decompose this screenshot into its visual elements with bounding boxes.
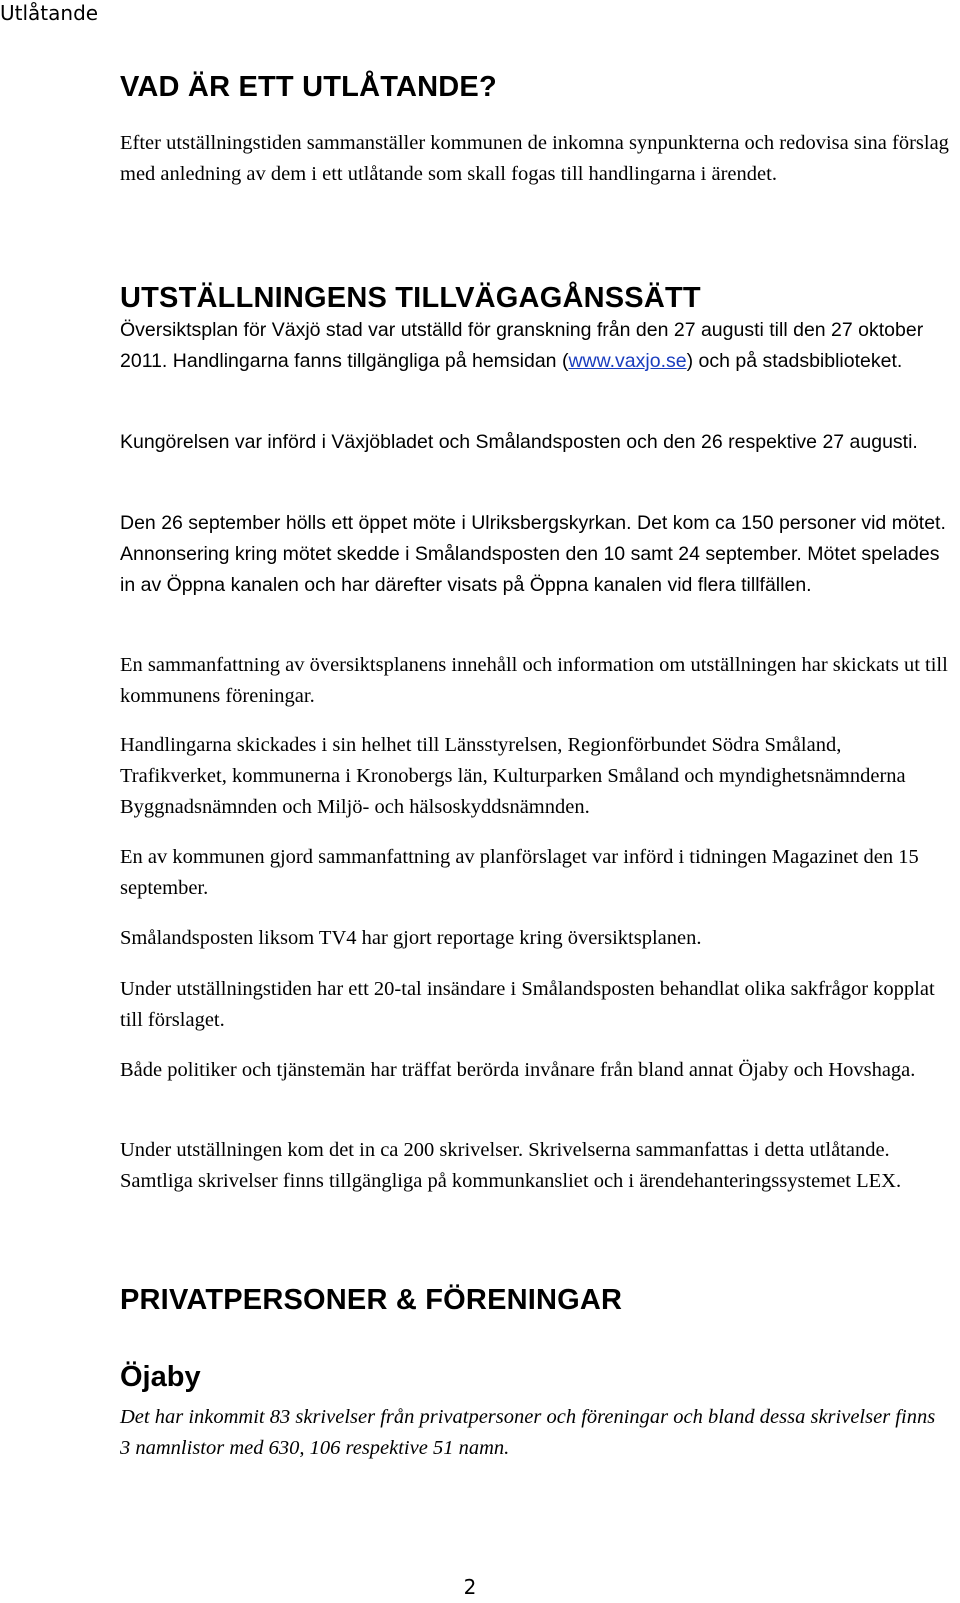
paragraph-reportage: Smålandsposten liksom TV4 har gjort reportage kring översiktsplanen. — [120, 927, 702, 949]
paragraph-ojaby: Det har inkommit 83 skrivelser från privatpersoner och föreningar och bland dessa skrivelser finns 3 namnlistor med 630, 106 respektive 51 namn. — [120, 1406, 936, 1459]
paragraph-what-is: Efter utställningstiden sammanställer kommunen de inkomna synpunkterna och redovisa sina förslag med anledning av dem i ett utlåtande som skall fogas till handlingarna i ärendet. — [120, 132, 949, 185]
vaxjo-website-link[interactable]: www.vaxjo.se — [568, 350, 687, 372]
heading-private: PRIVATPERSONER & FÖRENINGAR — [120, 1284, 623, 1316]
intro-text-before-link: Översiktsplan för Växjö stad var utställd för granskning från den 27 augusti till den 27 oktober 2011. Handlingarna fanns tillgängliga på hemsidan ( — [120, 319, 924, 372]
page-number: 2 — [463, 1575, 477, 1599]
intro-text-after-link: ) och på stadsbiblioteket. — [686, 350, 903, 372]
paragraph-public-meeting: Den 26 september hölls ett öppet möte i Ulriksbergskyrkan. Det kom ca 150 personer vid mötet. Annonsering kring mötet skedde i Smålandsposten den 10 samt 24 september. Mötet spelades in av Öppna kanalen och har därefter visats på Öppna kanalen vid flera tillfällen. — [120, 512, 946, 596]
heading-procedure: UTSTÄLLNINGENS TILLVÄGAGÅNSSÄTT — [120, 282, 701, 314]
paragraph-procedure-intro — [120, 315, 950, 377]
paragraph-magazinet: En av kommunen gjord sammanfattning av planförslaget var införd i tidningen Magazinet den 15 september. — [120, 846, 919, 899]
running-header: Utlåtande — [0, 1, 99, 25]
paragraph-submissions: Under utställningen kom det in ca 200 skrivelser. Skrivelserna sammanfattas i detta utlåtande. Samtliga skrivelser finns tillgängliga på kommunkansliet och i ärendehanteringssystemet LEX. — [120, 1139, 902, 1192]
paragraph-letters-to-editor: Under utställningstiden har ett 20-tal insändare i Smålandsposten behandlat olika sakfrågor kopplat till förslaget. — [120, 978, 935, 1031]
paragraph-announcement: Kungörelsen var införd i Växjöbladet och Smålandsposten och den 26 respektive 27 augusti. — [120, 431, 918, 453]
subheading-ojaby: Öjaby — [120, 1361, 201, 1393]
paragraph-documents-sent: Handlingarna skickades i sin helhet till Länsstyrelsen, Regionförbundet Södra Småland, Trafikverket, kommunerna i Kronobergs län, Kulturparken Småland och myndighetsnämnderna Byggnadsnämnden och Miljö- och hälsoskyddsnämnden. — [120, 734, 906, 818]
paragraph-summary-sent: En sammanfattning av översiktsplanens innehåll och information om utställningen har skickats ut till kommunens föreningar. — [120, 654, 948, 707]
heading-what-is: VAD ÄR ETT UTLÅTANDE? — [120, 71, 497, 103]
paragraph-meetings: Både politiker och tjänstemän har träffat berörda invånare från bland annat Öjaby och Hovshaga. — [120, 1059, 916, 1081]
